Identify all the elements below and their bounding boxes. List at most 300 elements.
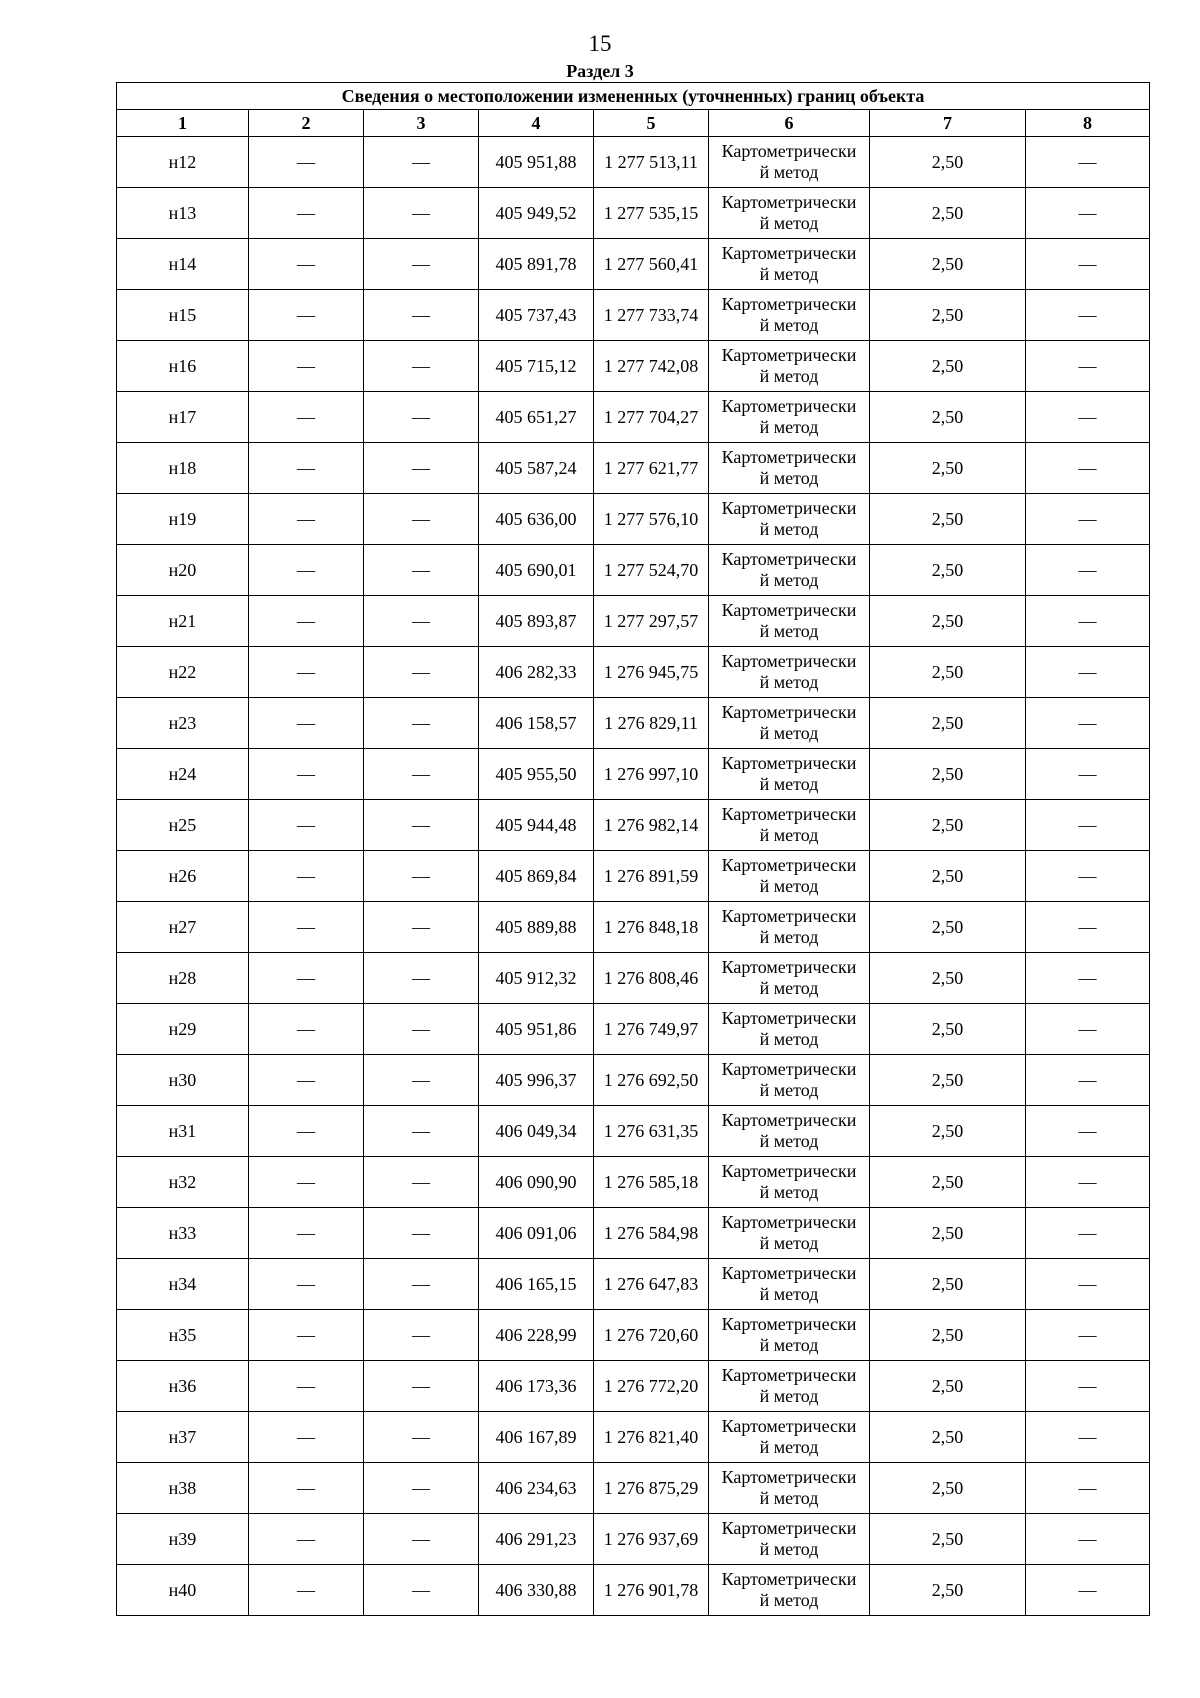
cell-col-3: — — [364, 1310, 479, 1361]
cell-col-4: 406 291,23 — [479, 1514, 594, 1565]
cell-col-5: 1 276 997,10 — [594, 749, 709, 800]
method-line-2: й метод — [759, 315, 819, 335]
method-line-1: Картометрически — [721, 957, 857, 977]
cell-col-8: — — [1026, 953, 1150, 1004]
method-line-2: й метод — [759, 1386, 819, 1406]
table-row — [117, 443, 1150, 494]
column-header-5: 5 — [594, 110, 709, 137]
cell-col-6 — [709, 545, 870, 596]
cell-col-2: — — [249, 749, 364, 800]
cell-col-6 — [709, 1259, 870, 1310]
cell-col-7: 2,50 — [870, 1463, 1026, 1514]
cell-col-6 — [709, 698, 870, 749]
cell-col-6 — [709, 1004, 870, 1055]
cell-col-7: 2,50 — [870, 1310, 1026, 1361]
cell-col-7: 2,50 — [870, 392, 1026, 443]
cell-col-1: н32 — [117, 1157, 249, 1208]
cell-col-1: н16 — [117, 341, 249, 392]
cell-col-1: н22 — [117, 647, 249, 698]
cell-col-4: 405 893,87 — [479, 596, 594, 647]
cell-col-4: 405 955,50 — [479, 749, 594, 800]
cell-col-4: 406 158,57 — [479, 698, 594, 749]
cell-col-6 — [709, 1208, 870, 1259]
table-row — [117, 1157, 1150, 1208]
cell-col-1: н28 — [117, 953, 249, 1004]
cell-col-1: н34 — [117, 1259, 249, 1310]
cell-col-7: 2,50 — [870, 443, 1026, 494]
cell-col-2: — — [249, 443, 364, 494]
cell-col-3: — — [364, 239, 479, 290]
method-line-1: Картометрически — [721, 651, 857, 671]
cell-col-2: — — [249, 1106, 364, 1157]
cell-col-6 — [709, 443, 870, 494]
cell-col-6 — [709, 1412, 870, 1463]
cell-col-7: 2,50 — [870, 1412, 1026, 1463]
cell-col-4: 406 173,36 — [479, 1361, 594, 1412]
method-line-1: Картометрически — [721, 753, 857, 773]
column-header-3: 3 — [364, 110, 479, 137]
method-line-2: й метод — [759, 1131, 819, 1151]
cell-col-2: — — [249, 188, 364, 239]
method-line-2: й метод — [759, 1029, 819, 1049]
cell-col-6 — [709, 188, 870, 239]
cell-col-2: — — [249, 1208, 364, 1259]
method-line-1: Картометрически — [721, 498, 857, 518]
table-header-row — [117, 110, 1150, 137]
cell-col-6 — [709, 494, 870, 545]
method-line-2: й метод — [759, 723, 819, 743]
table-row — [117, 1361, 1150, 1412]
cell-col-5: 1 277 704,27 — [594, 392, 709, 443]
cell-col-5: 1 277 535,15 — [594, 188, 709, 239]
cell-col-8: — — [1026, 1259, 1150, 1310]
cell-col-4: 405 949,52 — [479, 188, 594, 239]
cell-col-7: 2,50 — [870, 1157, 1026, 1208]
cell-col-2: — — [249, 1412, 364, 1463]
table-row — [117, 953, 1150, 1004]
cell-col-6 — [709, 749, 870, 800]
cell-col-7: 2,50 — [870, 188, 1026, 239]
cell-col-5: 1 277 560,41 — [594, 239, 709, 290]
cell-col-8: — — [1026, 902, 1150, 953]
method-line-2: й метод — [759, 927, 819, 947]
table-row — [117, 239, 1150, 290]
cell-col-7: 2,50 — [870, 1565, 1026, 1616]
table-row — [117, 800, 1150, 851]
cell-col-7: 2,50 — [870, 698, 1026, 749]
cell-col-3: — — [364, 647, 479, 698]
cell-col-7: 2,50 — [870, 290, 1026, 341]
boundary-coordinates-table — [116, 82, 1150, 1616]
method-line-2: й метод — [759, 1182, 819, 1202]
cell-col-8: — — [1026, 188, 1150, 239]
cell-col-6 — [709, 290, 870, 341]
page-number: 15 — [588, 31, 612, 56]
method-line-2: й метод — [759, 1335, 819, 1355]
cell-col-6 — [709, 1565, 870, 1616]
table-row — [117, 290, 1150, 341]
cell-col-5: 1 277 621,77 — [594, 443, 709, 494]
cell-col-4: 406 167,89 — [479, 1412, 594, 1463]
cell-col-1: н26 — [117, 851, 249, 902]
cell-col-5: 1 277 742,08 — [594, 341, 709, 392]
cell-col-7: 2,50 — [870, 545, 1026, 596]
column-header-2: 2 — [249, 110, 364, 137]
cell-col-1: н35 — [117, 1310, 249, 1361]
cell-col-4: 405 951,86 — [479, 1004, 594, 1055]
cell-col-7: 2,50 — [870, 1106, 1026, 1157]
cell-col-3: — — [364, 851, 479, 902]
cell-col-6 — [709, 800, 870, 851]
cell-col-4: 406 282,33 — [479, 647, 594, 698]
method-line-1: Картометрически — [721, 1161, 857, 1181]
cell-col-6 — [709, 137, 870, 188]
method-line-1: Картометрически — [721, 600, 857, 620]
cell-col-1: н27 — [117, 902, 249, 953]
cell-col-4: 405 690,01 — [479, 545, 594, 596]
cell-col-3: — — [364, 137, 479, 188]
cell-col-4: 406 234,63 — [479, 1463, 594, 1514]
cell-col-2: — — [249, 953, 364, 1004]
table-row — [117, 1310, 1150, 1361]
cell-col-2: — — [249, 137, 364, 188]
cell-col-8: — — [1026, 443, 1150, 494]
table-caption: Сведения о местоположении измененных (уточненных) границ объекта — [117, 83, 1150, 110]
cell-col-4: 406 090,90 — [479, 1157, 594, 1208]
cell-col-3: — — [364, 596, 479, 647]
table-row — [117, 1055, 1150, 1106]
table-row — [117, 494, 1150, 545]
cell-col-5: 1 276 808,46 — [594, 953, 709, 1004]
cell-col-3: — — [364, 188, 479, 239]
table-row — [117, 851, 1150, 902]
cell-col-4: 405 891,78 — [479, 239, 594, 290]
cell-col-3: — — [364, 341, 479, 392]
table-caption-row — [117, 83, 1150, 110]
cell-col-3: — — [364, 1361, 479, 1412]
method-line-1: Картометрически — [721, 1212, 857, 1232]
cell-col-1: н23 — [117, 698, 249, 749]
cell-col-8: — — [1026, 1310, 1150, 1361]
cell-col-8: — — [1026, 494, 1150, 545]
method-line-1: Картометрически — [721, 1008, 857, 1028]
cell-col-6 — [709, 1310, 870, 1361]
cell-col-7: 2,50 — [870, 1259, 1026, 1310]
cell-col-2: — — [249, 1361, 364, 1412]
cell-col-7: 2,50 — [870, 341, 1026, 392]
method-line-1: Картометрически — [721, 549, 857, 569]
cell-col-7: 2,50 — [870, 902, 1026, 953]
cell-col-4: 406 091,06 — [479, 1208, 594, 1259]
cell-col-5: 1 276 720,60 — [594, 1310, 709, 1361]
cell-col-8: — — [1026, 1055, 1150, 1106]
cell-col-5: 1 277 524,70 — [594, 545, 709, 596]
cell-col-5: 1 277 733,74 — [594, 290, 709, 341]
cell-col-8: — — [1026, 1514, 1150, 1565]
method-line-2: й метод — [759, 621, 819, 641]
table-row — [117, 188, 1150, 239]
method-line-2: й метод — [759, 774, 819, 794]
cell-col-2: — — [249, 800, 364, 851]
method-line-2: й метод — [759, 264, 819, 284]
method-line-2: й метод — [759, 468, 819, 488]
cell-col-7: 2,50 — [870, 1055, 1026, 1106]
cell-col-2: — — [249, 902, 364, 953]
cell-col-8: — — [1026, 290, 1150, 341]
method-line-2: й метод — [759, 1590, 819, 1610]
method-line-2: й метод — [759, 1437, 819, 1457]
cell-col-2: — — [249, 1463, 364, 1514]
cell-col-2: — — [249, 1259, 364, 1310]
cell-col-3: — — [364, 953, 479, 1004]
cell-col-7: 2,50 — [870, 800, 1026, 851]
cell-col-1: н15 — [117, 290, 249, 341]
method-line-2: й метод — [759, 570, 819, 590]
method-line-1: Картометрически — [721, 702, 857, 722]
cell-col-5: 1 276 631,35 — [594, 1106, 709, 1157]
cell-col-7: 2,50 — [870, 1004, 1026, 1055]
cell-col-5: 1 277 513,11 — [594, 137, 709, 188]
table-row — [117, 698, 1150, 749]
cell-col-8: — — [1026, 647, 1150, 698]
cell-col-1: н30 — [117, 1055, 249, 1106]
cell-col-8: — — [1026, 1412, 1150, 1463]
method-line-1: Картометрически — [721, 1263, 857, 1283]
cell-col-5: 1 276 585,18 — [594, 1157, 709, 1208]
column-header-6: 6 — [709, 110, 870, 137]
cell-col-2: — — [249, 596, 364, 647]
method-line-2: й метод — [759, 978, 819, 998]
cell-col-4: 406 049,34 — [479, 1106, 594, 1157]
cell-col-8: — — [1026, 698, 1150, 749]
cell-col-5: 1 276 848,18 — [594, 902, 709, 953]
cell-col-7: 2,50 — [870, 596, 1026, 647]
cell-col-8: — — [1026, 137, 1150, 188]
table-row — [117, 1106, 1150, 1157]
cell-col-1: н18 — [117, 443, 249, 494]
method-line-1: Картометрически — [721, 1110, 857, 1130]
cell-col-6 — [709, 1514, 870, 1565]
cell-col-3: — — [364, 443, 479, 494]
cell-col-3: — — [364, 1004, 479, 1055]
cell-col-8: — — [1026, 545, 1150, 596]
cell-col-2: — — [249, 1565, 364, 1616]
method-line-2: й метод — [759, 1539, 819, 1559]
cell-col-8: — — [1026, 239, 1150, 290]
cell-col-8: — — [1026, 851, 1150, 902]
cell-col-5: 1 277 297,57 — [594, 596, 709, 647]
method-line-1: Картометрически — [721, 294, 857, 314]
table-row — [117, 1004, 1150, 1055]
cell-col-8: — — [1026, 1157, 1150, 1208]
cell-col-3: — — [364, 1514, 479, 1565]
cell-col-6 — [709, 1106, 870, 1157]
cell-col-6 — [709, 647, 870, 698]
cell-col-6 — [709, 1361, 870, 1412]
cell-col-2: — — [249, 1004, 364, 1055]
cell-col-4: 405 951,88 — [479, 137, 594, 188]
section-title: Раздел 3 — [566, 61, 634, 81]
method-line-2: й метод — [759, 825, 819, 845]
method-line-2: й метод — [759, 1284, 819, 1304]
cell-col-1: н25 — [117, 800, 249, 851]
cell-col-3: — — [364, 1412, 479, 1463]
cell-col-2: — — [249, 494, 364, 545]
cell-col-8: — — [1026, 1004, 1150, 1055]
method-line-2: й метод — [759, 876, 819, 896]
column-header-8: 8 — [1026, 110, 1150, 137]
method-line-2: й метод — [759, 366, 819, 386]
cell-col-4: 405 651,27 — [479, 392, 594, 443]
cell-col-8: — — [1026, 1106, 1150, 1157]
cell-col-8: — — [1026, 341, 1150, 392]
cell-col-4: 405 737,43 — [479, 290, 594, 341]
cell-col-2: — — [249, 851, 364, 902]
table-row — [117, 902, 1150, 953]
method-line-2: й метод — [759, 519, 819, 539]
cell-col-1: н21 — [117, 596, 249, 647]
method-line-1: Картометрически — [721, 855, 857, 875]
cell-col-8: — — [1026, 1361, 1150, 1412]
cell-col-3: — — [364, 1106, 479, 1157]
method-line-1: Картометрически — [721, 1059, 857, 1079]
cell-col-1: н36 — [117, 1361, 249, 1412]
method-line-2: й метод — [759, 417, 819, 437]
cell-col-6 — [709, 851, 870, 902]
cell-col-1: н19 — [117, 494, 249, 545]
cell-col-2: — — [249, 1157, 364, 1208]
method-line-1: Картометрически — [721, 906, 857, 926]
cell-col-1: н39 — [117, 1514, 249, 1565]
cell-col-7: 2,50 — [870, 953, 1026, 1004]
column-header-4: 4 — [479, 110, 594, 137]
table-row — [117, 1565, 1150, 1616]
cell-col-4: 405 944,48 — [479, 800, 594, 851]
cell-col-8: — — [1026, 1208, 1150, 1259]
column-header-1: 1 — [117, 110, 249, 137]
cell-col-1: н20 — [117, 545, 249, 596]
cell-col-5: 1 276 749,97 — [594, 1004, 709, 1055]
cell-col-1: н29 — [117, 1004, 249, 1055]
method-line-1: Картометрически — [721, 447, 857, 467]
cell-col-1: н12 — [117, 137, 249, 188]
cell-col-3: — — [364, 1208, 479, 1259]
cell-col-1: н33 — [117, 1208, 249, 1259]
cell-col-2: — — [249, 392, 364, 443]
cell-col-4: 405 996,37 — [479, 1055, 594, 1106]
cell-col-6 — [709, 902, 870, 953]
table-row — [117, 1463, 1150, 1514]
cell-col-2: — — [249, 239, 364, 290]
cell-col-8: — — [1026, 749, 1150, 800]
cell-col-6 — [709, 596, 870, 647]
cell-col-2: — — [249, 1514, 364, 1565]
cell-col-3: — — [364, 392, 479, 443]
cell-col-7: 2,50 — [870, 1208, 1026, 1259]
cell-col-4: 406 228,99 — [479, 1310, 594, 1361]
cell-col-6 — [709, 953, 870, 1004]
cell-col-7: 2,50 — [870, 1514, 1026, 1565]
method-line-1: Картометрически — [721, 1365, 857, 1385]
cell-col-5: 1 276 875,29 — [594, 1463, 709, 1514]
cell-col-3: — — [364, 545, 479, 596]
cell-col-6 — [709, 341, 870, 392]
cell-col-7: 2,50 — [870, 851, 1026, 902]
cell-col-7: 2,50 — [870, 749, 1026, 800]
column-header-7: 7 — [870, 110, 1026, 137]
table-row — [117, 1208, 1150, 1259]
cell-col-3: — — [364, 902, 479, 953]
cell-col-3: — — [364, 1463, 479, 1514]
cell-col-3: — — [364, 290, 479, 341]
cell-col-3: — — [364, 1055, 479, 1106]
method-line-1: Картометрически — [721, 243, 857, 263]
cell-col-6 — [709, 239, 870, 290]
cell-col-2: — — [249, 341, 364, 392]
cell-col-5: 1 276 772,20 — [594, 1361, 709, 1412]
cell-col-8: — — [1026, 596, 1150, 647]
table-row — [117, 1412, 1150, 1463]
cell-col-1: н40 — [117, 1565, 249, 1616]
method-line-1: Картометрически — [721, 192, 857, 212]
cell-col-7: 2,50 — [870, 137, 1026, 188]
method-line-2: й метод — [759, 162, 819, 182]
cell-col-3: — — [364, 800, 479, 851]
cell-col-4: 406 330,88 — [479, 1565, 594, 1616]
cell-col-5: 1 277 576,10 — [594, 494, 709, 545]
cell-col-8: — — [1026, 392, 1150, 443]
table-row — [117, 596, 1150, 647]
cell-col-1: н24 — [117, 749, 249, 800]
cell-col-7: 2,50 — [870, 1361, 1026, 1412]
method-line-1: Картометрически — [721, 396, 857, 416]
cell-col-5: 1 276 584,98 — [594, 1208, 709, 1259]
cell-col-2: — — [249, 698, 364, 749]
table-row — [117, 341, 1150, 392]
cell-col-3: — — [364, 749, 479, 800]
table-row — [117, 749, 1150, 800]
cell-col-5: 1 276 647,83 — [594, 1259, 709, 1310]
method-line-1: Картометрически — [721, 804, 857, 824]
cell-col-2: — — [249, 647, 364, 698]
cell-col-3: — — [364, 494, 479, 545]
method-line-1: Картометрически — [721, 345, 857, 365]
cell-col-3: — — [364, 698, 479, 749]
cell-col-3: — — [364, 1157, 479, 1208]
table-row — [117, 1514, 1150, 1565]
cell-col-8: — — [1026, 800, 1150, 851]
cell-col-1: н37 — [117, 1412, 249, 1463]
cell-col-5: 1 276 821,40 — [594, 1412, 709, 1463]
cell-col-3: — — [364, 1565, 479, 1616]
cell-col-4: 405 587,24 — [479, 443, 594, 494]
table-row — [117, 392, 1150, 443]
cell-col-1: н14 — [117, 239, 249, 290]
method-line-2: й метод — [759, 672, 819, 692]
method-line-2: й метод — [759, 213, 819, 233]
method-line-2: й метод — [759, 1080, 819, 1100]
table-body — [117, 137, 1150, 1616]
cell-col-6 — [709, 1463, 870, 1514]
cell-col-5: 1 276 891,59 — [594, 851, 709, 902]
cell-col-6 — [709, 1157, 870, 1208]
method-line-1: Картометрически — [721, 1518, 857, 1538]
cell-col-1: н31 — [117, 1106, 249, 1157]
cell-col-7: 2,50 — [870, 647, 1026, 698]
method-line-2: й метод — [759, 1488, 819, 1508]
method-line-1: Картометрически — [721, 1467, 857, 1487]
cell-col-2: — — [249, 290, 364, 341]
